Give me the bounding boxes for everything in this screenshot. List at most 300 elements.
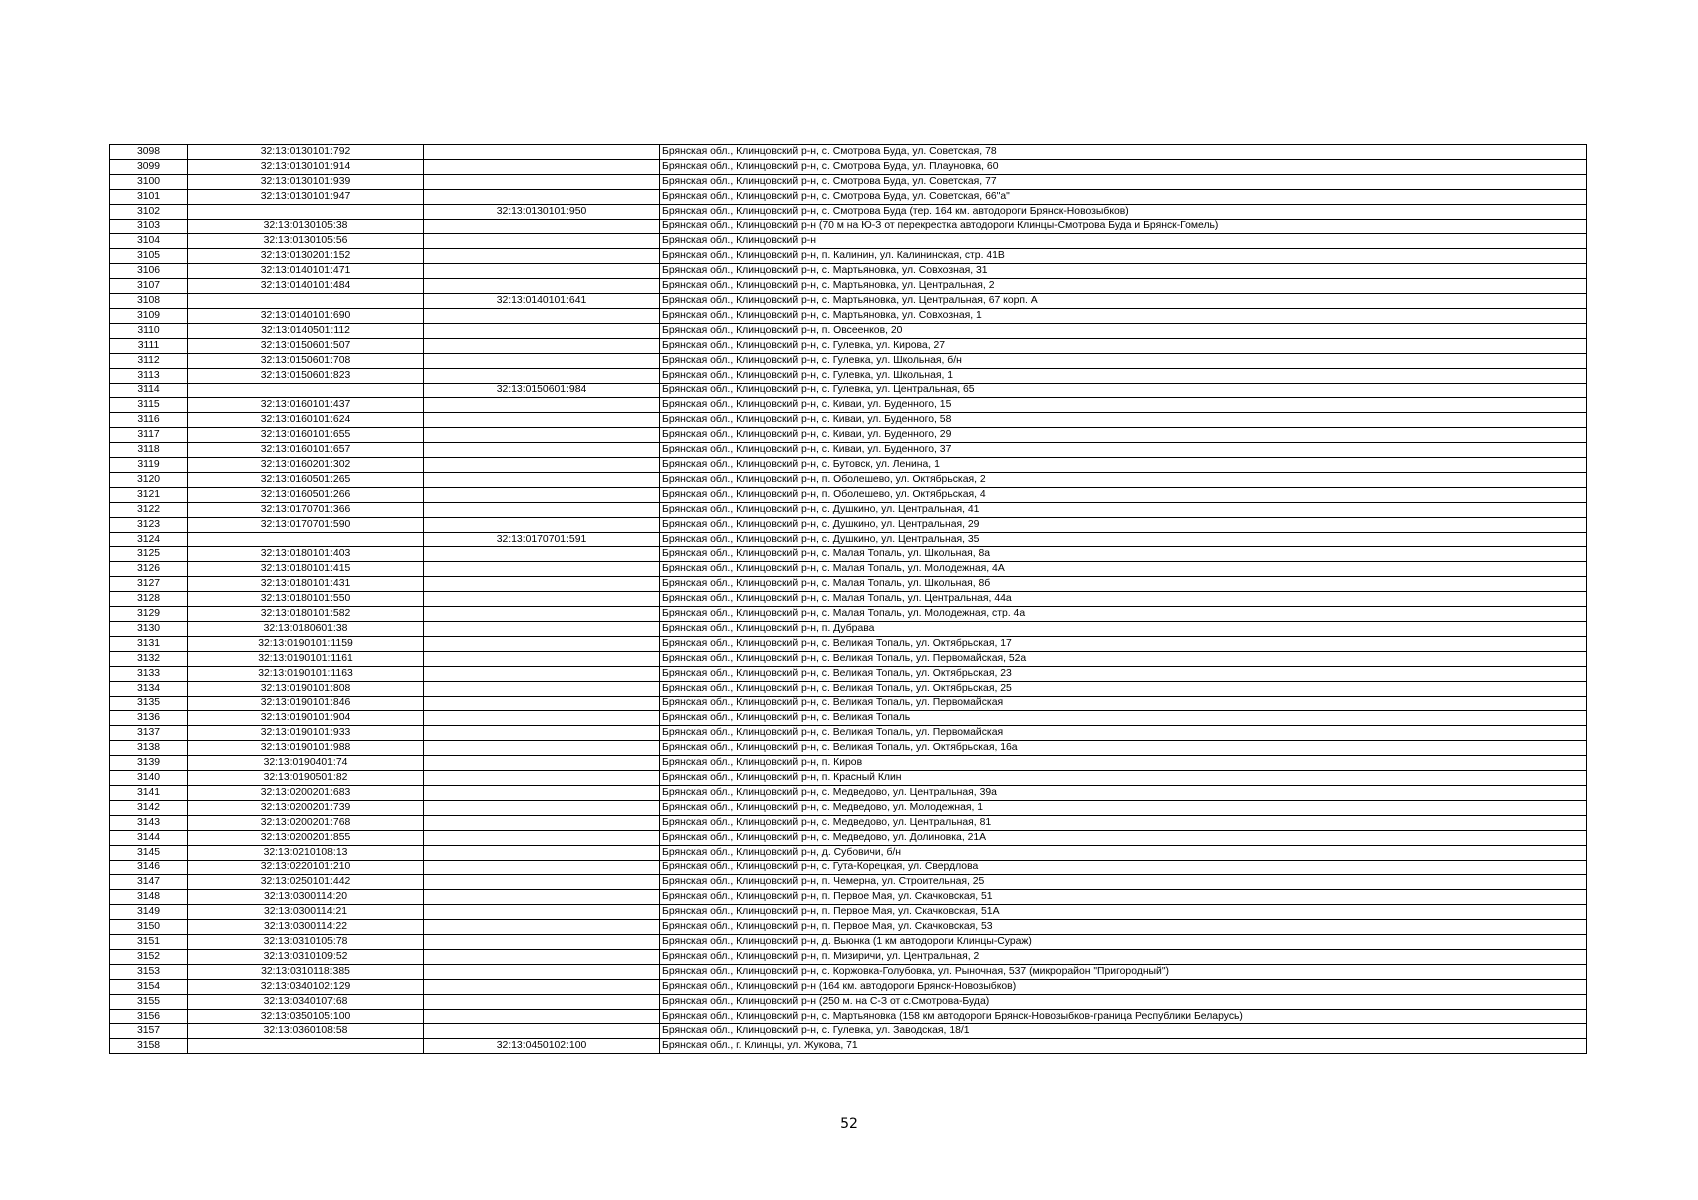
address-cell: Брянская обл., Клинцовский р-н, с. Душкино, ул. Центральная, 35: [660, 532, 1587, 547]
table-row: [110, 413, 1587, 428]
cadastral-number-alt-cell: [424, 845, 660, 860]
table-row: [110, 308, 1587, 323]
cadastral-number-alt-cell: [424, 413, 660, 428]
table-row: [110, 994, 1587, 1009]
row-number-cell: 3156: [110, 1009, 188, 1024]
table-row: [110, 636, 1587, 651]
address-cell: Брянская обл., Клинцовский р-н, с. Душкино, ул. Центральная, 29: [660, 517, 1587, 532]
cadastral-number-alt-cell: [424, 592, 660, 607]
cadastral-number-cell: 32:13:0360108:58: [188, 1024, 424, 1039]
cadastral-number-alt-cell: [424, 234, 660, 249]
row-number-cell: 3125: [110, 547, 188, 562]
table-row: [110, 592, 1587, 607]
address-cell: Брянская обл., Клинцовский р-н, с. Душкино, ул. Центральная, 41: [660, 502, 1587, 517]
row-number-cell: 3122: [110, 502, 188, 517]
row-number-cell: 3147: [110, 875, 188, 890]
cadastral-number-alt-cell: [424, 338, 660, 353]
cadastral-number-alt-cell: [424, 785, 660, 800]
cadastral-number-cell: 32:13:0310105:78: [188, 935, 424, 950]
cadastral-number-alt-cell: [424, 741, 660, 756]
row-number-cell: 3127: [110, 577, 188, 592]
cadastral-number-alt-cell: [424, 502, 660, 517]
row-number-cell: 3157: [110, 1024, 188, 1039]
row-number-cell: 3113: [110, 368, 188, 383]
cadastral-number-cell: 32:13:0160101:655: [188, 428, 424, 443]
address-cell: Брянская обл., Клинцовский р-н, п. Первое Мая, ул. Скачковская, 51: [660, 890, 1587, 905]
cadastral-number-cell: 32:13:0300114:20: [188, 890, 424, 905]
cadastral-number-cell: 32:13:0160101:624: [188, 413, 424, 428]
cadastral-number-cell: 32:13:0160201:302: [188, 458, 424, 473]
row-number-cell: 3158: [110, 1039, 188, 1054]
address-cell: Брянская обл., Клинцовский р-н, с. Медведово, ул. Центральная, 81: [660, 815, 1587, 830]
cadastral-number-cell: 32:13:0180101:431: [188, 577, 424, 592]
row-number-cell: 3110: [110, 323, 188, 338]
cadastral-number-cell: 32:13:0190101:1163: [188, 666, 424, 681]
address-cell: Брянская обл., Клинцовский р-н, с. Мартьяновка (158 км автодороги Брянск-Новозыбков-граница Республики Беларусь): [660, 1009, 1587, 1024]
row-number-cell: 3104: [110, 234, 188, 249]
cadastral-number-cell: 32:13:0200201:739: [188, 800, 424, 815]
row-number-cell: 3135: [110, 696, 188, 711]
cadastral-number-cell: 32:13:0300114:22: [188, 920, 424, 935]
address-cell: Брянская обл., Клинцовский р-н, с. Мартьяновка, ул. Совхозная, 1: [660, 308, 1587, 323]
row-number-cell: 3105: [110, 249, 188, 264]
cadastral-number-alt-cell: [424, 666, 660, 681]
table-row: [110, 547, 1587, 562]
property-registry-table: [109, 144, 1587, 1054]
table-row: [110, 383, 1587, 398]
address-cell: Брянская обл., Клинцовский р-н, с. Бутовск, ул. Ленина, 1: [660, 458, 1587, 473]
cadastral-number-alt-cell: [424, 935, 660, 950]
address-cell: Брянская обл., Клинцовский р-н, с. Гулевка, ул. Школьная, б/н: [660, 353, 1587, 368]
table-row: [110, 532, 1587, 547]
cadastral-number-alt-cell: [424, 517, 660, 532]
cadastral-number-alt-cell: [424, 547, 660, 562]
table-row: [110, 443, 1587, 458]
address-cell: Брянская обл., Клинцовский р-н, с. Медведово, ул. Долиновка, 21А: [660, 830, 1587, 845]
table-row: [110, 607, 1587, 622]
cadastral-number-alt-cell: [424, 353, 660, 368]
address-cell: Брянская обл., Клинцовский р-н, с. Мартьяновка, ул. Центральная, 67 корп. А: [660, 294, 1587, 309]
row-number-cell: 3117: [110, 428, 188, 443]
row-number-cell: 3145: [110, 845, 188, 860]
table-row: [110, 666, 1587, 681]
cadastral-number-alt-cell: [424, 174, 660, 189]
table-row: [110, 279, 1587, 294]
row-number-cell: 3131: [110, 636, 188, 651]
row-number-cell: 3115: [110, 398, 188, 413]
cadastral-number-cell: 32:13:0160501:265: [188, 472, 424, 487]
address-cell: Брянская обл., Клинцовский р-н, с. Малая Топаль, ул. Молодежная, стр. 4а: [660, 607, 1587, 622]
table-row: [110, 905, 1587, 920]
cadastral-number-cell: 32:13:0160101:437: [188, 398, 424, 413]
row-number-cell: 3132: [110, 651, 188, 666]
cadastral-number-cell: 32:13:0200201:768: [188, 815, 424, 830]
address-cell: Брянская обл., Клинцовский р-н, с. Медведово, ул. Центральная, 39а: [660, 785, 1587, 800]
cadastral-number-alt-cell: [424, 219, 660, 234]
row-number-cell: 3142: [110, 800, 188, 815]
cadastral-number-alt-cell: [424, 636, 660, 651]
address-cell: Брянская обл., Клинцовский р-н, с. Смотрова Буда, ул. Советская, 78: [660, 145, 1587, 160]
cadastral-number-cell: 32:13:0180101:403: [188, 547, 424, 562]
cadastral-number-cell: 32:13:0130105:38: [188, 219, 424, 234]
cadastral-number-alt-cell: [424, 159, 660, 174]
cadastral-number-cell: 32:13:0180101:415: [188, 562, 424, 577]
row-number-cell: 3144: [110, 830, 188, 845]
cadastral-number-cell: 32:13:0130101:939: [188, 174, 424, 189]
row-number-cell: 3150: [110, 920, 188, 935]
table-row: [110, 890, 1587, 905]
row-number-cell: 3118: [110, 443, 188, 458]
cadastral-number-cell: 32:13:0130101:947: [188, 189, 424, 204]
table-row: [110, 323, 1587, 338]
address-cell: Брянская обл., Клинцовский р-н, с. Смотрова Буда, ул. Советская, 77: [660, 174, 1587, 189]
table-row: [110, 771, 1587, 786]
cadastral-number-cell: 32:13:0180101:582: [188, 607, 424, 622]
cadastral-number-cell: 32:13:0190101:933: [188, 726, 424, 741]
row-number-cell: 3116: [110, 413, 188, 428]
row-number-cell: 3119: [110, 458, 188, 473]
cadastral-number-alt-cell: 32:13:0170701:591: [424, 532, 660, 547]
address-cell: Брянская обл., Клинцовский р-н, с. Медведово, ул. Молодежная, 1: [660, 800, 1587, 815]
cadastral-number-alt-cell: [424, 607, 660, 622]
table-row: [110, 800, 1587, 815]
table-row: [110, 487, 1587, 502]
cadastral-number-cell: 32:13:0140101:484: [188, 279, 424, 294]
cadastral-number-cell: [188, 383, 424, 398]
cadastral-number-cell: 32:13:0200201:683: [188, 785, 424, 800]
table-row: [110, 577, 1587, 592]
table-row: [110, 1039, 1587, 1054]
cadastral-number-alt-cell: [424, 890, 660, 905]
address-cell: Брянская обл., Клинцовский р-н, п. Дубрава: [660, 622, 1587, 637]
cadastral-number-cell: 32:13:0350105:100: [188, 1009, 424, 1024]
table-row: [110, 726, 1587, 741]
row-number-cell: 3101: [110, 189, 188, 204]
cadastral-number-alt-cell: [424, 726, 660, 741]
table-row: [110, 398, 1587, 413]
address-cell: Брянская обл., Клинцовский р-н, п. Киров: [660, 756, 1587, 771]
cadastral-number-cell: 32:13:0210108:13: [188, 845, 424, 860]
row-number-cell: 3153: [110, 964, 188, 979]
table-row: [110, 145, 1587, 160]
row-number-cell: 3154: [110, 979, 188, 994]
cadastral-number-alt-cell: [424, 949, 660, 964]
table-row: [110, 472, 1587, 487]
cadastral-number-cell: 32:13:0170701:590: [188, 517, 424, 532]
address-cell: Брянская обл., Клинцовский р-н, с. Малая Топаль, ул. Молодежная, 4А: [660, 562, 1587, 577]
address-cell: Брянская обл., Клинцовский р-н, п. Чемерна, ул. Строительная, 25: [660, 875, 1587, 890]
cadastral-number-alt-cell: [424, 577, 660, 592]
row-number-cell: 3124: [110, 532, 188, 547]
row-number-cell: 3151: [110, 935, 188, 950]
table-row: [110, 458, 1587, 473]
cadastral-number-cell: 32:13:0200201:855: [188, 830, 424, 845]
row-number-cell: 3148: [110, 890, 188, 905]
cadastral-number-cell: 32:13:0190101:846: [188, 696, 424, 711]
address-cell: Брянская обл., Клинцовский р-н, с. Киваи, ул. Буденного, 37: [660, 443, 1587, 458]
cadastral-number-alt-cell: [424, 279, 660, 294]
row-number-cell: 3102: [110, 204, 188, 219]
address-cell: Брянская обл., Клинцовский р-н, с. Киваи, ул. Буденного, 58: [660, 413, 1587, 428]
row-number-cell: 3137: [110, 726, 188, 741]
cadastral-number-alt-cell: 32:13:0150601:984: [424, 383, 660, 398]
table-row: [110, 815, 1587, 830]
address-cell: Брянская обл., Клинцовский р-н, п. Калинин, ул. Калининская, стр. 41В: [660, 249, 1587, 264]
table-row: [110, 830, 1587, 845]
table-row: [110, 353, 1587, 368]
registry-table-body: [110, 145, 1587, 1054]
row-number-cell: 3120: [110, 472, 188, 487]
table-row: [110, 845, 1587, 860]
address-cell: Брянская обл., Клинцовский р-н, п. Красный Клин: [660, 771, 1587, 786]
table-row: [110, 785, 1587, 800]
cadastral-number-cell: 32:13:0140101:471: [188, 264, 424, 279]
address-cell: Брянская обл., Клинцовский р-н, с. Великая Топаль: [660, 711, 1587, 726]
address-cell: Брянская обл., Клинцовский р-н, п. Первое Мая, ул. Скачковская, 51А: [660, 905, 1587, 920]
address-cell: Брянская обл., Клинцовский р-н, с. Коржовка-Голубовка, ул. Рыночная, 537 (микрорайон "Пригородный"): [660, 964, 1587, 979]
cadastral-number-alt-cell: [424, 323, 660, 338]
address-cell: Брянская обл., Клинцовский р-н, д. Вьюнка (1 км автодороги Клинцы-Сураж): [660, 935, 1587, 950]
address-cell: Брянская обл., Клинцовский р-н (250 м. на С-З от с.Смотрова-Буда): [660, 994, 1587, 1009]
row-number-cell: 3098: [110, 145, 188, 160]
cadastral-number-alt-cell: [424, 1024, 660, 1039]
cadastral-number-alt-cell: [424, 830, 660, 845]
cadastral-number-alt-cell: [424, 368, 660, 383]
row-number-cell: 3134: [110, 681, 188, 696]
address-cell: Брянская обл., Клинцовский р-н, с. Мартьяновка, ул. Совхозная, 31: [660, 264, 1587, 279]
table-row: [110, 234, 1587, 249]
cadastral-number-alt-cell: [424, 458, 660, 473]
table-row: [110, 622, 1587, 637]
row-number-cell: 3100: [110, 174, 188, 189]
cadastral-number-cell: 32:13:0190101:1159: [188, 636, 424, 651]
cadastral-number-cell: 32:13:0140501:112: [188, 323, 424, 338]
cadastral-number-alt-cell: [424, 875, 660, 890]
address-cell: Брянская обл., Клинцовский р-н, с. Гулевка, ул. Кирова, 27: [660, 338, 1587, 353]
row-number-cell: 3099: [110, 159, 188, 174]
cadastral-number-cell: 32:13:0310109:52: [188, 949, 424, 964]
table-row: [110, 502, 1587, 517]
table-row: [110, 964, 1587, 979]
cadastral-number-alt-cell: [424, 428, 660, 443]
address-cell: Брянская обл., Клинцовский р-н, с. Малая Топаль, ул. Школьная, 8б: [660, 577, 1587, 592]
cadastral-number-cell: 32:13:0220101:210: [188, 860, 424, 875]
address-cell: Брянская обл., Клинцовский р-н, с. Великая Топаль, ул. Первомайская: [660, 726, 1587, 741]
row-number-cell: 3155: [110, 994, 188, 1009]
row-number-cell: 3138: [110, 741, 188, 756]
cadastral-number-alt-cell: [424, 696, 660, 711]
row-number-cell: 3121: [110, 487, 188, 502]
cadastral-number-alt-cell: 32:13:0450102:100: [424, 1039, 660, 1054]
row-number-cell: 3140: [110, 771, 188, 786]
row-number-cell: 3108: [110, 294, 188, 309]
cadastral-number-cell: 32:13:0180601:38: [188, 622, 424, 637]
row-number-cell: 3141: [110, 785, 188, 800]
cadastral-number-alt-cell: [424, 472, 660, 487]
cadastral-number-cell: 32:13:0160101:657: [188, 443, 424, 458]
cadastral-number-cell: 32:13:0150601:708: [188, 353, 424, 368]
cadastral-number-alt-cell: [424, 964, 660, 979]
cadastral-number-cell: 32:13:0130101:914: [188, 159, 424, 174]
row-number-cell: 3130: [110, 622, 188, 637]
cadastral-number-alt-cell: [424, 622, 660, 637]
table-row: [110, 920, 1587, 935]
row-number-cell: 3107: [110, 279, 188, 294]
table-row: [110, 174, 1587, 189]
address-cell: Брянская обл., Клинцовский р-н, с. Киваи, ул. Буденного, 29: [660, 428, 1587, 443]
cadastral-number-alt-cell: [424, 920, 660, 935]
cadastral-number-alt-cell: [424, 1009, 660, 1024]
row-number-cell: 3146: [110, 860, 188, 875]
address-cell: Брянская обл., Клинцовский р-н, с. Смотрова Буда, ул. Плауновка, 60: [660, 159, 1587, 174]
address-cell: Брянская обл., Клинцовский р-н, п. Оболешево, ул. Октябрьская, 2: [660, 472, 1587, 487]
cadastral-number-alt-cell: 32:13:0130101:950: [424, 204, 660, 219]
cadastral-number-cell: 32:13:0190101:808: [188, 681, 424, 696]
cadastral-number-cell: 32:13:0190101:988: [188, 741, 424, 756]
cadastral-number-alt-cell: [424, 249, 660, 264]
table-row: [110, 219, 1587, 234]
address-cell: Брянская обл., Клинцовский р-н, с. Гута-Корецкая, ул. Свердлова: [660, 860, 1587, 875]
table-row: [110, 949, 1587, 964]
row-number-cell: 3139: [110, 756, 188, 771]
cadastral-number-cell: [188, 204, 424, 219]
address-cell: Брянская обл., Клинцовский р-н, с. Великая Топаль, ул. Октябрьская, 23: [660, 666, 1587, 681]
cadastral-number-cell: 32:13:0250101:442: [188, 875, 424, 890]
address-cell: Брянская обл., Клинцовский р-н, с. Смотрова Буда (тер. 164 км. автодороги Брянск-Новозыбков): [660, 204, 1587, 219]
cadastral-number-cell: 32:13:0150601:823: [188, 368, 424, 383]
address-cell: Брянская обл., Клинцовский р-н, п. Овсеенков, 20: [660, 323, 1587, 338]
cadastral-number-cell: [188, 294, 424, 309]
table-row: [110, 935, 1587, 950]
cadastral-number-alt-cell: [424, 771, 660, 786]
address-cell: Брянская обл., Клинцовский р-н, с. Мартьяновка, ул. Центральная, 2: [660, 279, 1587, 294]
cadastral-number-cell: 32:13:0300114:21: [188, 905, 424, 920]
cadastral-number-alt-cell: [424, 562, 660, 577]
cadastral-number-cell: 32:13:0340107:68: [188, 994, 424, 1009]
table-row: [110, 860, 1587, 875]
cadastral-number-alt-cell: [424, 681, 660, 696]
row-number-cell: 3103: [110, 219, 188, 234]
address-cell: Брянская обл., Клинцовский р-н, п. Оболешево, ул. Октябрьская, 4: [660, 487, 1587, 502]
row-number-cell: 3111: [110, 338, 188, 353]
table-row: [110, 428, 1587, 443]
table-row: [110, 711, 1587, 726]
cadastral-number-alt-cell: [424, 145, 660, 160]
cadastral-number-cell: 32:13:0340102:129: [188, 979, 424, 994]
cadastral-number-cell: 32:13:0130105:56: [188, 234, 424, 249]
row-number-cell: 3136: [110, 711, 188, 726]
table-row: [110, 741, 1587, 756]
cadastral-number-cell: 32:13:0130101:792: [188, 145, 424, 160]
cadastral-number-cell: 32:13:0190401:74: [188, 756, 424, 771]
cadastral-number-alt-cell: [424, 189, 660, 204]
address-cell: Брянская обл., Клинцовский р-н (164 км. автодороги Брянск-Новозыбков): [660, 979, 1587, 994]
cadastral-number-alt-cell: [424, 651, 660, 666]
row-number-cell: 3143: [110, 815, 188, 830]
table-row: [110, 562, 1587, 577]
address-cell: Брянская обл., Клинцовский р-н: [660, 234, 1587, 249]
table-row: [110, 338, 1587, 353]
cadastral-number-alt-cell: [424, 308, 660, 323]
page-number: 52: [840, 1116, 858, 1132]
cadastral-number-alt-cell: [424, 815, 660, 830]
address-cell: Брянская обл., Клинцовский р-н, д. Субовичи, б/н: [660, 845, 1587, 860]
row-number-cell: 3109: [110, 308, 188, 323]
table-row: [110, 681, 1587, 696]
table-row: [110, 517, 1587, 532]
cadastral-number-alt-cell: [424, 443, 660, 458]
cadastral-number-alt-cell: [424, 711, 660, 726]
table-row: [110, 264, 1587, 279]
cadastral-number-alt-cell: [424, 398, 660, 413]
cadastral-number-cell: 32:13:0160501:266: [188, 487, 424, 502]
address-cell: Брянская обл., Клинцовский р-н, с. Великая Топаль, ул. Октябрьская, 25: [660, 681, 1587, 696]
cadastral-number-alt-cell: [424, 487, 660, 502]
row-number-cell: 3133: [110, 666, 188, 681]
row-number-cell: 3126: [110, 562, 188, 577]
table-row: [110, 159, 1587, 174]
address-cell: Брянская обл., Клинцовский р-н, с. Гулевка, ул. Школьная, 1: [660, 368, 1587, 383]
table-row: [110, 204, 1587, 219]
row-number-cell: 3112: [110, 353, 188, 368]
address-cell: Брянская обл., Клинцовский р-н (70 м на Ю-З от перекрестка автодороги Клинцы-Смотрова Буда и Брянск-Гомель): [660, 219, 1587, 234]
cadastral-number-cell: 32:13:0310118:385: [188, 964, 424, 979]
table-row: [110, 875, 1587, 890]
table-row: [110, 756, 1587, 771]
row-number-cell: 3129: [110, 607, 188, 622]
address-cell: Брянская обл., Клинцовский р-н, с. Гулевка, ул. Центральная, 65: [660, 383, 1587, 398]
cadastral-number-cell: 32:13:0190101:904: [188, 711, 424, 726]
table-row: [110, 249, 1587, 264]
cadastral-number-alt-cell: [424, 905, 660, 920]
table-row: [110, 979, 1587, 994]
cadastral-number-alt-cell: [424, 994, 660, 1009]
cadastral-number-alt-cell: [424, 264, 660, 279]
table-row: [110, 1009, 1587, 1024]
cadastral-number-alt-cell: [424, 979, 660, 994]
cadastral-number-cell: [188, 1039, 424, 1054]
table-row: [110, 189, 1587, 204]
table-row: [110, 368, 1587, 383]
table-row: [110, 294, 1587, 309]
cadastral-number-cell: 32:13:0170701:366: [188, 502, 424, 517]
address-cell: Брянская обл., Клинцовский р-н, п. Первое Мая, ул. Скачковская, 53: [660, 920, 1587, 935]
address-cell: Брянская обл., Клинцовский р-н, с. Великая Топаль, ул. Первомайская, 52а: [660, 651, 1587, 666]
row-number-cell: 3123: [110, 517, 188, 532]
address-cell: Брянская обл., Клинцовский р-н, с. Великая Топаль, ул. Октябрьская, 17: [660, 636, 1587, 651]
table-row: [110, 1024, 1587, 1039]
address-cell: Брянская обл., Клинцовский р-н, с. Великая Топаль, ул. Октябрьская, 16а: [660, 741, 1587, 756]
cadastral-number-cell: 32:13:0140101:690: [188, 308, 424, 323]
cadastral-number-cell: 32:13:0180101:550: [188, 592, 424, 607]
cadastral-number-cell: 32:13:0130201:152: [188, 249, 424, 264]
address-cell: Брянская обл., Клинцовский р-н, с. Малая Топаль, ул. Центральная, 44а: [660, 592, 1587, 607]
cadastral-number-cell: 32:13:0190501:82: [188, 771, 424, 786]
cadastral-number-alt-cell: [424, 800, 660, 815]
cadastral-number-cell: [188, 532, 424, 547]
row-number-cell: 3152: [110, 949, 188, 964]
address-cell: Брянская обл., Клинцовский р-н, с. Малая Топаль, ул. Школьная, 8а: [660, 547, 1587, 562]
cadastral-number-alt-cell: 32:13:0140101:641: [424, 294, 660, 309]
row-number-cell: 3149: [110, 905, 188, 920]
cadastral-number-cell: 32:13:0150601:507: [188, 338, 424, 353]
address-cell: Брянская обл., Клинцовский р-н, с. Смотрова Буда, ул. Советская, 66"а": [660, 189, 1587, 204]
table-row: [110, 696, 1587, 711]
row-number-cell: 3114: [110, 383, 188, 398]
address-cell: Брянская обл., Клинцовский р-н, с. Великая Топаль, ул. Первомайская: [660, 696, 1587, 711]
cadastral-number-cell: 32:13:0190101:1161: [188, 651, 424, 666]
table-row: [110, 651, 1587, 666]
